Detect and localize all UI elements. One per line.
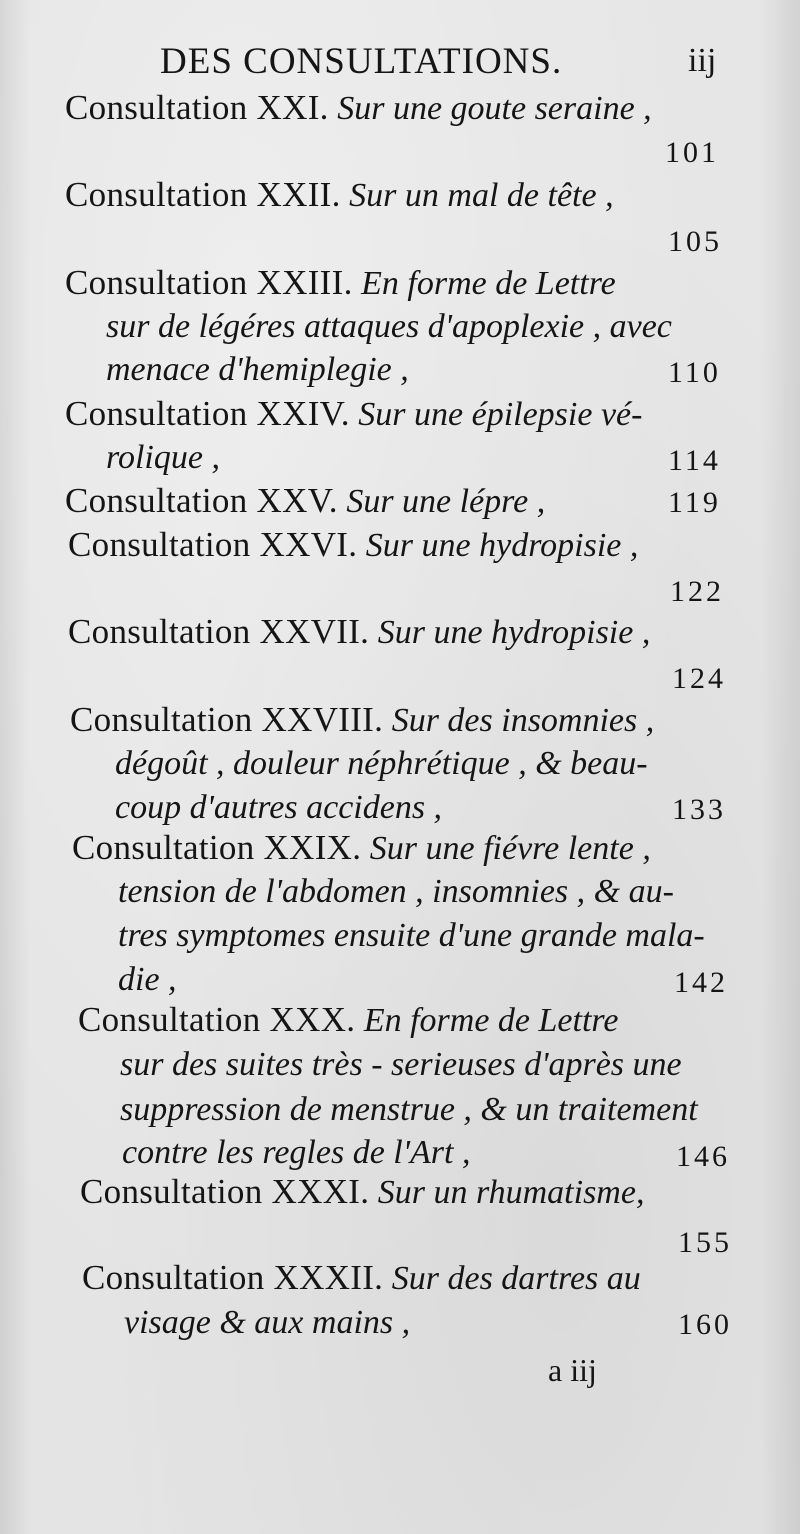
toc-entry-line — [70, 700, 654, 741]
consultation-topic: Sur une goute seraine , — [337, 90, 652, 127]
toc-entry-line — [65, 175, 614, 216]
consultation-topic: tension de l'abdomen , insomnies , & au- — [118, 873, 674, 910]
consultation-topic: Sur une fiévre lente , — [369, 830, 651, 867]
toc-entry-line — [80, 1172, 644, 1213]
consultation-topic: visage & aux mains , — [124, 1304, 411, 1341]
consultation-topic: tres symptomes ensuite d'une grande mala- — [118, 917, 705, 954]
toc-entry-line — [65, 88, 652, 129]
consultation-topic: En forme de Lettre — [363, 1002, 619, 1039]
toc-entry-line — [65, 394, 642, 435]
folio-number: iij — [688, 42, 717, 79]
consultation-topic: contre les regles de l'Art , — [122, 1134, 471, 1171]
consultation-label: Consultation XXX. — [78, 1000, 356, 1039]
consultation-topic: Sur une épilepsie vé- — [358, 396, 643, 433]
page-number: 133 — [672, 793, 726, 826]
consultation-topic: Sur un mal de tête , — [349, 177, 614, 214]
consultation-topic: menace d'hemiplegie , — [106, 351, 409, 388]
consultation-label: Consultation XXXI. — [80, 1172, 370, 1211]
toc-entry-line — [78, 1000, 618, 1041]
consultation-label: Consultation XXVI. — [68, 525, 358, 564]
toc-entry-line — [65, 263, 616, 304]
page-number: 124 — [672, 662, 726, 695]
consultation-label: Consultation XXVII. — [68, 612, 370, 651]
consultation-topic: sur des suites très - serieuses d'après une — [120, 1046, 682, 1083]
consultation-topic: sur de légéres attaques d'apoplexie , avec — [106, 308, 672, 345]
page-number: 119 — [668, 486, 721, 519]
toc-entry-line — [72, 828, 651, 869]
toc-entry-line — [68, 612, 650, 653]
consultation-topic: Sur un rhumatisme, — [377, 1174, 645, 1211]
page-number: 110 — [668, 356, 721, 389]
toc-entry-line — [68, 525, 638, 566]
consultation-topic: Sur une hydropisie , — [377, 614, 651, 651]
consultation-topic: die , — [118, 961, 177, 998]
consultation-label: Consultation XXXII. — [82, 1258, 384, 1297]
consultation-topic: rolique , — [106, 439, 220, 476]
page-number: 122 — [670, 575, 724, 608]
consultation-topic: Sur des dartres au — [391, 1260, 641, 1297]
consultation-label: Consultation XXIII. — [65, 263, 353, 302]
page-number: 142 — [674, 966, 728, 999]
consultation-label: Consultation XXVIII. — [70, 700, 384, 739]
consultation-label: Consultation XXII. — [65, 175, 341, 214]
page-number: 114 — [668, 444, 721, 477]
page-number: 146 — [676, 1140, 730, 1173]
consultation-topic: Sur des insomnies , — [391, 702, 655, 739]
page-number: 155 — [678, 1226, 732, 1259]
page-number: 105 — [668, 225, 722, 258]
consultation-topic: Sur une lépre , — [346, 483, 546, 520]
consultation-topic: En forme de Lettre — [361, 265, 616, 302]
consultation-label: Consultation XXV. — [65, 481, 338, 520]
page-number: 101 — [665, 136, 719, 169]
consultation-label: Consultation XXIV. — [65, 394, 350, 433]
consultation-topic: coup d'autres accidens , — [115, 789, 443, 826]
page-number: 160 — [678, 1308, 732, 1341]
consultation-label: Consultation XXIX. — [72, 828, 362, 867]
consultation-label: Consultation XXI. — [65, 88, 329, 127]
consultation-topic: suppression de menstrue , & un traitement — [120, 1091, 698, 1128]
signature-mark: a iij — [548, 1352, 597, 1388]
consultation-topic: dégoût , douleur néphrétique , & beau- — [115, 745, 648, 782]
running-head: DES CONSULTATIONS. — [160, 41, 563, 82]
toc-entry-line — [65, 481, 545, 522]
consultation-topic: Sur une hydropisie , — [365, 527, 639, 564]
toc-entry-line — [82, 1258, 641, 1299]
